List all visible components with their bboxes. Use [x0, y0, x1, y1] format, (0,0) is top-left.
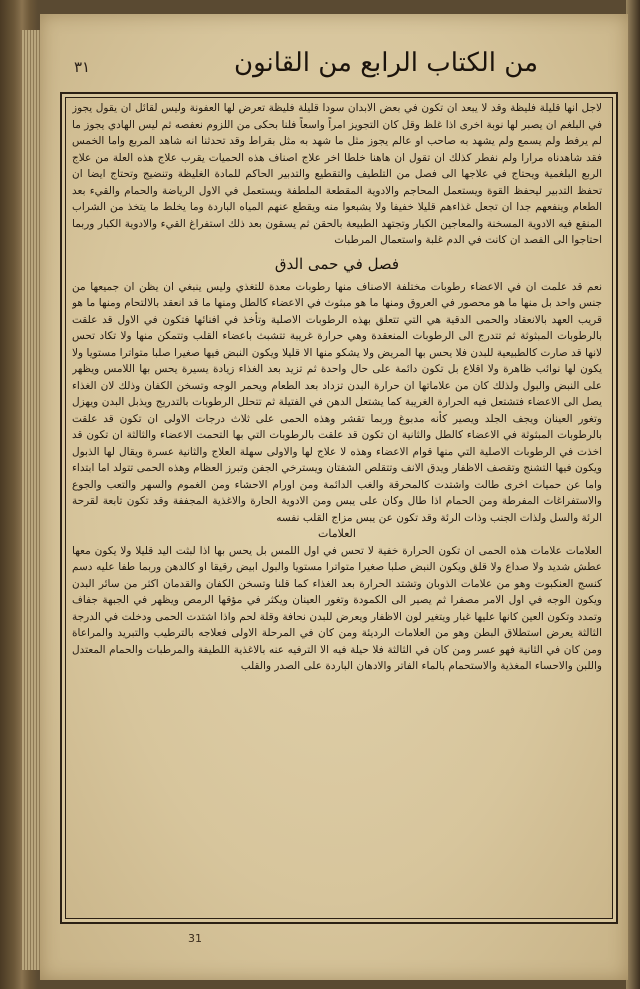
- page-number: ٣١: [74, 58, 91, 76]
- main-text-block: [72, 100, 602, 910]
- section-heading: فصل في حمى الدق: [274, 254, 400, 273]
- facing-page-edge: [626, 0, 640, 989]
- paragraph-signs: العلامات علامات هذه الحمى ان تكون الحرارة خفية لا تحس في اول اللمس بل يحس بها اذا لبثت اليد قليلا ولا يكون معها عطش شديد ولا صداع ولا قلق ويكون النبض صلبا صغيرا متواترا مستويا والبول ابيض رقيقا او كالدهن وربما طفا عليه دسم كنسج العنكبوت وهو من علامات الذوبان وتشتد الحرارة بعد الغذاء كما قلنا وتسخن الكفان والقدمان اكثر من سائر البدن ويكون الوجه في اول الامر مصفرا ثم يصير الى الكمودة وتغور العينان ويكثر في مؤقها الرمص ويظهر في الجبهة جفاف وتمدد وتكون العين كانها عليها غبار ويتغير لون الاظفار ويعرض للبدن نحافة وقلة لحم واذا اشتدت الحمى ودخلت في الدرجة الثالثة يعرض استطلاق البطن وهو من العلامات الرديئة ومن كان في المرحلة الاولى فعلاجه بالترطيب والتبريد والمراعاة ومن كان في الثانية فهو عسر ومن كان في الثالثة فلا حيلة فيه الا الترفيه عنه بالاغذية اللطيفة والمرطبات والحمام المعتدل واللبن والاحساء المغذية والاستحمام بالماء الفاتر والادهان الباردة على الصدر والقلب: [72, 544, 602, 672]
- paragraph-intro: لاجل انها قليلة فليظة وقد لا يبعد ان تكون في بعض الابدان سودا قليلة فليظة تعرض لها العفونة وليس لقائل ان يقول يجوز في البلغم ان يصبر لها نوبة اخرى اذا غلظ وقل كان التجويز امراً واسعاً فلنا بحكى من اللزوم نعفصه ثم ليس الهادي يجوز ما لم يرفط ولم يسمع ولم يشهد به صاحب او عالم يجوز مثل ما شهد به مثل بقراط وقد تحدثنا انه شاهد المربع واما الخمس فقد شاهدناه مرارا ولم نفطر كذلك ان تقول ان هاهنا خلطا اخر علاج اصناف هذه الحميات يقرب علاج هذه العلة من علاج الربع البلغمية ويحتاج في علاجها الى فصل من التلطيف والتقطيع والتدبير الحاكم للمادة الغليظة وتنضيج وتحتاج ايضا ان تحفظ التدبير ليحفظ القوة ويستعمل المحاجم والادوية المقطعة الملطفة ويستعمل في الاول الرياضة والحمام والقيء بعد الطعام وينفعهم جدا ان تجعل غذاءهم قليلا خفيفا ولا يشبعوا منه ويقطع عنهم المياه الباردة وما يخلط ما يتخذ من الشراب المنقع فيه الادوية المسخنة والمعاجين الكبار وتجتهد الطبيعة بالحقن ثم يسقون بعد ذلك استفراغ القيء والادوية الكبار وربما احتاجوا الى الفصد ان كانت في الدم غلبة واستعمال المرطبات: [72, 102, 602, 246]
- folio-number: 31: [188, 932, 202, 945]
- page-stack-edge: [22, 30, 40, 970]
- running-header: [62, 44, 608, 90]
- page-title: من الكتاب الرابع من القانون: [233, 48, 538, 78]
- paragraph-main: نعم قد علمت ان في الاعضاء رطوبات مختلفة الاصناف منها رطوبات معدة للتغذي وليس ينبغي ان يظن ان جميعها من جنس واحد بل منها ما هو محصور في العروق ومنها ما هو مبثوث في الاعضاء كالطل ومنها ما قد انعقد بالالتحام ومنها ما هو قريب العهد بالانعقاد والحمى الدقية هي التي تتعلق بهذه الرطوبات الاصلية وتأخذ في افنائها فتكون في الاول قد علقت بالرطوبات المبثوثة ثم تتدرج الى الرطوبات المنعقدة وهي حرارة غريبة تتشبث باعضاء القلب وتتمكن منها ولا تكاد تحس لانها قد صارت كالطبيعية للبدن فلا يحس بها المريض ولا يشكو منها الا قليلا ويكون النبض فيها صغيرا صلبا متواترا مستويا ولا يكون لها نوائب ظاهرة ولا اقلاع بل تكون دائمة على حال واحدة ثم تزيد بعد الغذاء زيادة يسيرة يحس بها اللامس ويظهر على النبض والبول ولذلك كان من علاماتها ان حرارة البدن تزداد بعد الطعام ويحمر الوجه وتسخن الكفان وذلك لان الغذاء يصل الى الاعضاء فتشتعل فيه الحرارة الغريبة كما يشتعل الدهن في الفتيلة ثم تتحلل الرطوبات بالتدريج ويذبل البدن ويهزل وتغور العينان ويجف الجلد ويصير كأنه مدبوغ وربما تقشر وهذه الحمى على ثلاث درجات الاولى ان تكون قد علقت بالرطوبات المبثوثة في الاعضاء كالطل والثانية ان تكون قد علقت بالرطوبات التي بها التحمت الاعضاء والثالثة ان تكون قد اخذت في الرطوبات الاصلية التي منها قوام الاعضاء وهذه لا علاج لها والاولى سهلة العلاج والثانية عسرة ويقال لها الذبول ويكون فيها التشنج وتقصف الاظفار ويدق الانف وتتقلص الشفتان ويسترخي الجفن وتبرز العظام وهذه الحمى تتولد اما ابتداء واما عن حميات اخرى طالت واشتدت كالمحرقة والغب الدائمة ومن اورام الاحشاء ومن الغموم والسهر والتعب والجوع والاستفراغات المفرطة ومن الحمام اذا طال وكان على يبس ومن الادوية الحارة والاغذية المجففة وقد تكون تابعة لقرحة الرئة والسل ولذات الجنب وذات الرئة وقد تكون عن يبس مزاج القلب نفسه: [72, 280, 602, 524]
- subheading-signs: العلامات: [318, 527, 356, 540]
